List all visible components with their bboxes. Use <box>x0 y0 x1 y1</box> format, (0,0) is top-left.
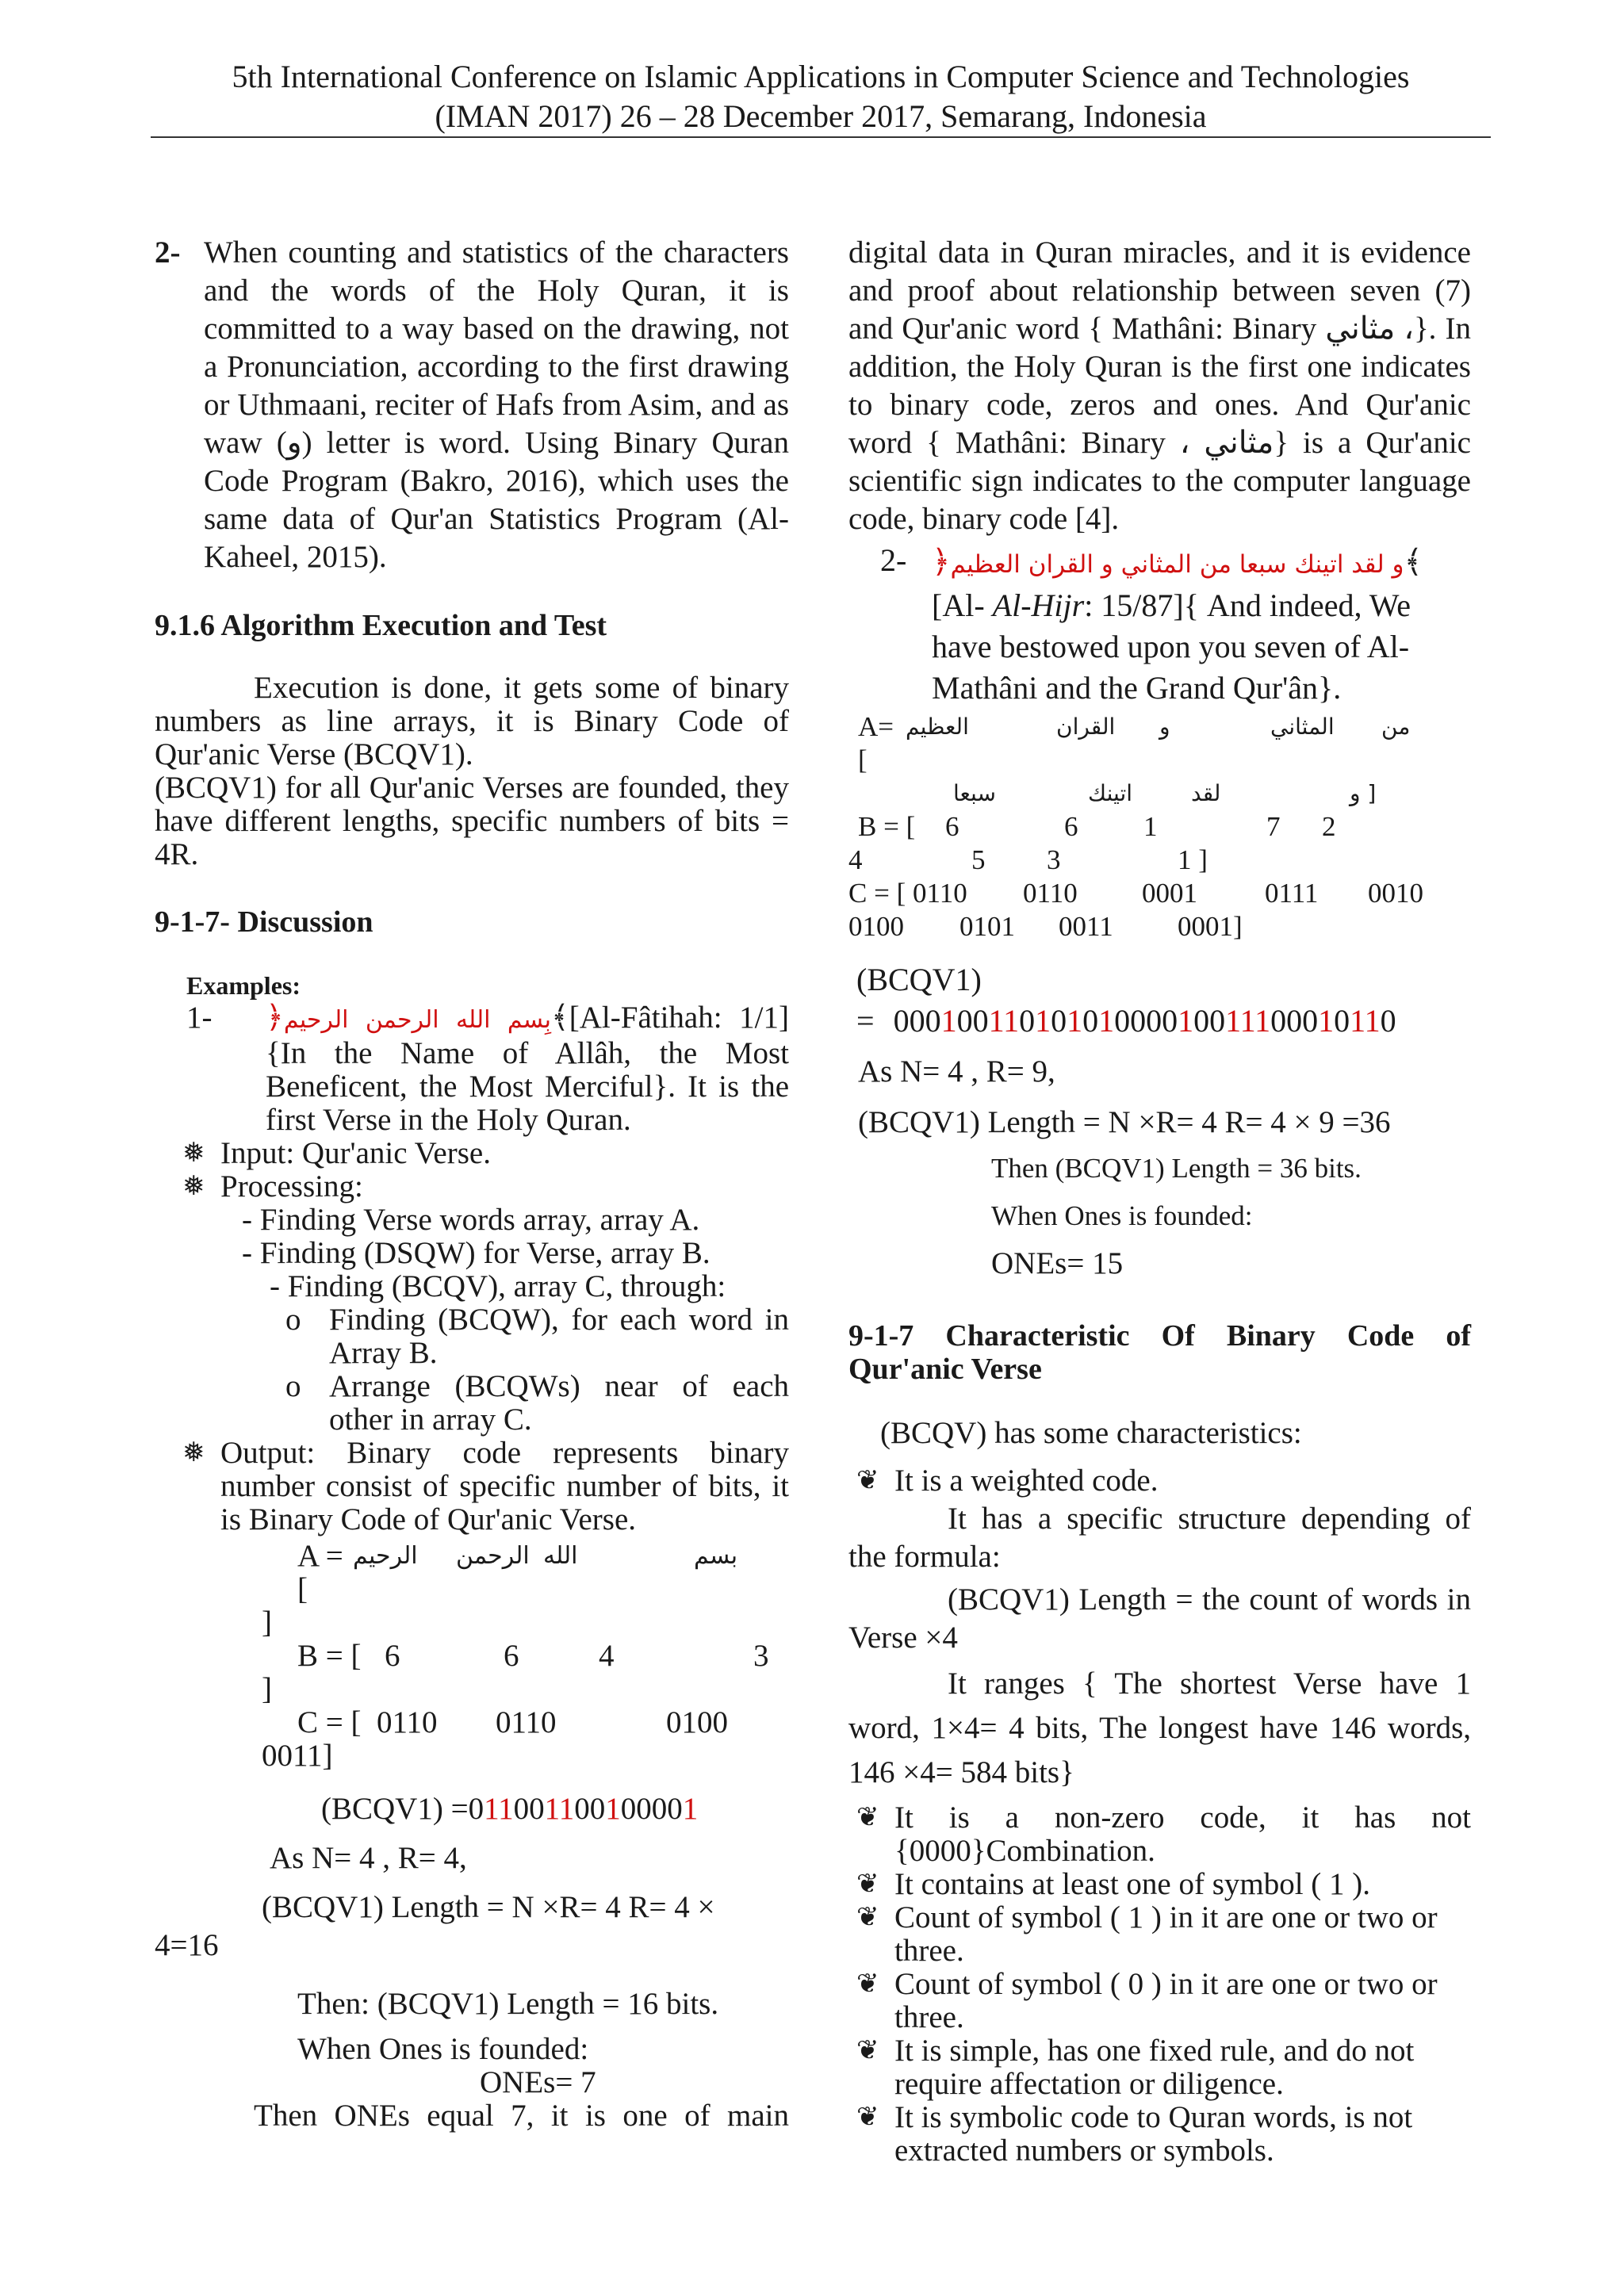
bcqv1-prefix: (BCQV1) = <box>321 1792 469 1826</box>
bullet-processing-text: Processing: <box>220 1169 363 1203</box>
bit-group-one: 1 <box>605 1792 621 1826</box>
circle-bullet-icon: o <box>285 1369 301 1403</box>
array-a-label: A = [ <box>297 1539 343 1606</box>
array-c2-cell: 0001] <box>1178 911 1243 942</box>
ex2-close-bracket: ﴾ <box>1404 544 1423 580</box>
ex1-arabic-verse: بِسم الله الرحمن الرحيم <box>283 1006 551 1034</box>
bit-group-zero: 000 <box>1270 1003 1319 1039</box>
bit-group-zero: 00 <box>1193 1003 1226 1039</box>
array-c-value: 0100 <box>666 1705 728 1739</box>
leaf-bullet-icon: ❦ <box>856 1903 879 1932</box>
bit-group-zero: 0 <box>1051 1003 1067 1039</box>
then-ones-line: Then ONEs equal 7, it is one of main <box>254 2099 789 2133</box>
bcqv2-result <box>856 1001 1471 1042</box>
bit-group-zero: 0000 <box>620 1792 683 1826</box>
array-c2-cell: 0101 <box>959 911 1015 942</box>
page-header <box>151 57 1491 136</box>
array-a2-word: سبعا <box>953 780 996 806</box>
example-2-body <box>932 541 1471 709</box>
array-a-word: بسم <box>694 1542 738 1570</box>
circle-bullet-icon: o <box>285 1303 301 1337</box>
item-2 <box>155 234 789 576</box>
characteristic-1-formula: (BCQV1) Length = the count of words in Verse ×4 <box>848 1582 1471 1655</box>
characteristic-2 <box>856 1801 1471 1868</box>
leaf-bullet-icon: ❦ <box>856 1969 879 1999</box>
array-b2 <box>848 810 1471 877</box>
array-b2-cell: 6 <box>1064 811 1078 842</box>
array-a2-word: لقد <box>1191 780 1221 806</box>
then-length-2: Then (BCQV1) Length = 36 bits. <box>991 1153 1362 1184</box>
bit-group-one: 11 <box>544 1792 575 1826</box>
bullet-input <box>182 1137 789 1170</box>
bit-group-zero: 0 <box>1019 1003 1036 1039</box>
header-line-2: (IMAN 2017) 26 – 28 December 2017, Semarang, Indonesia <box>435 98 1207 134</box>
array-a2-word: من <box>1381 714 1411 740</box>
exec-paragraph-2: (BCQV1) for all Qur'anic Verses are founded, they have different lengths, specific numbers of bits = 4R. <box>155 771 789 871</box>
ex1-close-bracket: ﴾ <box>550 1001 569 1035</box>
array-c2-row-1 <box>848 877 1471 910</box>
bcqv1-bits <box>469 1792 699 1826</box>
bit-group-zero: 0 <box>1082 1003 1099 1039</box>
bit-group-one: 11 <box>484 1792 514 1826</box>
array-b2-row-2 <box>848 844 1471 877</box>
array-a2-label: A= [ <box>858 711 894 775</box>
bullet-processing <box>182 1170 789 1203</box>
array-b-row <box>297 1640 789 1673</box>
characteristic-1-text: It is a weighted code. <box>894 1464 1159 1498</box>
ones-count: ONEs= 7 <box>480 2065 596 2099</box>
array-c-row <box>297 1706 789 1739</box>
characteristic-6 <box>856 2034 1471 2101</box>
examples-label: Examples: <box>186 971 301 1000</box>
n-r-values: As N= 4 , R= 4, <box>270 1841 467 1875</box>
array-a2-word: القران <box>1056 714 1116 740</box>
array-a2-word: و <box>1159 714 1170 740</box>
characteristic-1 <box>856 1462 1471 1500</box>
characteristic-6-text: It is simple, has one fixed rule, and do not require affectation or diligence. <box>894 2034 1415 2101</box>
ex2-arabic-verse: و لقد اتينك سبعا من المثاني و القران العظيم <box>950 550 1404 579</box>
array-b2-cell: 5 <box>971 844 986 875</box>
bcqv2-label: (BCQV1) <box>856 962 982 997</box>
section-heading-916: 9.1.6 Algorithm Execution and Test <box>155 609 607 642</box>
characteristic-4 <box>856 1901 1471 1968</box>
sub-step-1-text: Finding (BCQW), for each word in Array B. <box>329 1303 789 1370</box>
characteristic-1-structure: It has a specific structure depending of the formula: <box>848 1502 1471 1574</box>
header-line-1: 5th International Conference on Islamic Applications in Computer Science and Technologies <box>232 59 1410 94</box>
characteristic-3 <box>856 1868 1471 1901</box>
bit-group-zero: 00 <box>513 1792 545 1826</box>
bit-group-one: 1 <box>1178 1003 1194 1039</box>
array-b-value: 6 <box>385 1639 400 1673</box>
array-b2-cell: 1 ] <box>1178 844 1208 875</box>
sub-step-2-text: Arrange (BCQWs) near of each other in array C. <box>329 1369 789 1437</box>
bit-group-zero: 000 <box>893 1003 941 1039</box>
then-length: Then: (BCQV1) Length = 16 bits. <box>297 1987 719 2021</box>
proc-step-3: - Finding (BCQV), array C, through: <box>270 1269 726 1303</box>
ones-count-2: ONEs= 15 <box>991 1246 1124 1280</box>
bit-group-zero: 0000 <box>1114 1003 1178 1039</box>
right-column <box>848 234 1471 2168</box>
bit-group-one: 1 <box>1318 1003 1335 1039</box>
leaf-bullet-icon: ❦ <box>856 1803 879 1832</box>
bit-group-one: 1 <box>1098 1003 1115 1039</box>
array-b-value: 4 <box>599 1639 615 1673</box>
leaf-bullet-icon: ❦ <box>856 1869 879 1899</box>
array-b2-cell: B = [ <box>858 811 916 842</box>
bit-group-zero: 0 <box>1380 1003 1396 1039</box>
array-c2-cell: C = [ 0110 <box>848 878 967 909</box>
leaf-bullet-icon: ❦ <box>856 1466 879 1495</box>
characteristic-4-text: Count of symbol ( 1 ) in it are one or two or three. <box>894 1900 1438 1968</box>
bcqv2-equals: = <box>856 1003 883 1039</box>
array-a-row <box>297 1540 789 1606</box>
ex2-ref-a: [Al- <box>932 587 985 623</box>
bullet-output <box>182 1437 789 1536</box>
array-a2-word: المثاني <box>1270 714 1335 740</box>
array-b2-cell: 7 <box>1266 811 1281 842</box>
array-c2-cell: 0001 <box>1142 878 1197 909</box>
bcqv2-bits <box>894 1003 1396 1039</box>
example-1-number: 1- <box>186 1001 213 1035</box>
array-b2-cell: 3 <box>1047 844 1061 875</box>
ones-founded-label-2: When Ones is founded: <box>991 1200 1253 1231</box>
array-b-close: ] <box>262 1672 272 1706</box>
bit-group-zero: 0 <box>468 1792 485 1826</box>
bit-group-zero: 00 <box>574 1792 606 1826</box>
bit-group-one: 1 <box>682 1792 699 1826</box>
snowflake-bullet-icon: ❅ <box>182 1138 205 1168</box>
section-heading-917: 9-1-7- Discussion <box>155 905 373 939</box>
array-c2-cell: 0111 <box>1265 878 1319 909</box>
ex2-ref-surah: Al-Hijr <box>992 587 1085 623</box>
section-heading-characteristic: 9-1-7 Characteristic Of Binary Code of Qur'anic Verse <box>848 1319 1471 1386</box>
continuation-paragraph: digital data in Quran miracles, and it is evidence and proof about relationship between seven (7) and Qur'anic word { Mathâni: Binary مثاني ،}. In addition, the Holy Quran is the first one indicates to binary code, zeros and ones. And Qur'anic word { Mathâni: Binary ، مثاني} is a Qur'anic scientific sign indicates to the computer language code, binary code [4]. <box>848 235 1472 536</box>
array-c-tail: 0011] <box>262 1739 333 1773</box>
bit-group-one: 1 <box>1067 1003 1083 1039</box>
array-a-word: الرحمن <box>456 1542 530 1570</box>
bit-group-one: 1 <box>1035 1003 1051 1039</box>
leaf-bullet-icon: ❦ <box>856 2036 879 2065</box>
array-a-close: ] <box>262 1605 272 1640</box>
array-c-value: 0110 <box>496 1705 557 1739</box>
ex1-translation: [Al-Fâtihah: 1/1]{In the Name of Allâh, the Most Beneficent, the Most Merciful}. It is the first Verse in the Holy Quran. <box>266 1001 789 1137</box>
ex2-ref-b: : 15/87]{ And indeed, We have bestowed upon you seven of Al-Mathâni and the Grand Qur'ân}. <box>932 587 1411 706</box>
item-2-number: 2- <box>155 235 181 270</box>
bit-group-zero: 0 <box>1334 1003 1350 1039</box>
characteristic-7 <box>856 2101 1471 2168</box>
array-a2-row-1 <box>858 710 1471 777</box>
bullet-input-text: Input: Qur'anic Verse. <box>220 1136 491 1170</box>
array-c-value: 0110 <box>377 1705 438 1739</box>
snowflake-bullet-icon: ❅ <box>182 1438 205 1468</box>
characteristics-intro: (BCQV) has some characteristics: <box>880 1416 1302 1450</box>
n-r-values-2: As N= 4 , R= 9, <box>858 1054 1055 1089</box>
array-a-word: الله <box>543 1542 578 1570</box>
example-2-number: 2- <box>880 542 907 578</box>
characteristic-7-text: It is symbolic code to Quran words, is not extracted numbers or symbols. <box>894 2100 1413 2168</box>
array-c-label: C = [ <box>297 1705 362 1739</box>
characteristic-2-text: It is a non-zero code, it has not {0000}Combination. <box>894 1800 1471 1868</box>
array-a2-word: و ] <box>1350 780 1377 806</box>
array-c2-cell: 0011 <box>1059 911 1113 942</box>
array-b2-cell: 1 <box>1143 811 1158 842</box>
array-b2-cell: 6 <box>945 811 959 842</box>
example-2 <box>880 541 1471 709</box>
example-1 <box>155 1001 789 1137</box>
array-b2-row-1 <box>858 810 1471 844</box>
header-rule <box>151 136 1491 138</box>
array-c2 <box>848 877 1471 943</box>
characteristic-5-text: Count of symbol ( 0 ) in it are one or two or three. <box>894 1967 1438 2034</box>
length-formula: (BCQV1) Length = N ×R= 4 R= 4 × <box>262 1890 715 1924</box>
array-b-value: 3 <box>753 1639 769 1673</box>
length-formula-tail: 4=16 <box>155 1928 219 1962</box>
array-c2-cell: 0100 <box>848 911 904 942</box>
array-a2-row-2 <box>953 777 1471 810</box>
length-formula-2: (BCQV1) Length = N ×R= 4 R= 4 × 9 =36 <box>858 1105 1391 1139</box>
example-1-body <box>266 1001 789 1137</box>
proc-step-1: - Finding Verse words array, array A. <box>242 1203 700 1237</box>
ones-founded-label: When Ones is founded: <box>297 2032 589 2066</box>
array-b2-cell: 4 <box>848 844 863 875</box>
bullet-output-text: Output: Binary code represents binary number consist of specific number of bits, it is Binary Code of Qur'anic Verse. <box>220 1436 789 1536</box>
bit-group-one: 11 <box>988 1003 1020 1039</box>
array-a2 <box>858 710 1471 810</box>
ex1-open-bracket: ﴿ <box>266 1001 284 1035</box>
left-column <box>155 234 789 2133</box>
array-a2-word: العظيم <box>906 714 969 740</box>
array-b2-cell: 2 <box>1322 811 1336 842</box>
characteristic-1-range: It ranges { The shortest Verse have 1 word, 1×4= 4 bits, The longest have 146 words, 146 ×4= 584 bits} <box>848 1667 1471 1789</box>
bit-group-one: 1 <box>940 1003 957 1039</box>
bit-group-zero: 00 <box>956 1003 989 1039</box>
sub-step-2 <box>285 1370 789 1437</box>
array-c2-cell: 0110 <box>1023 878 1078 909</box>
characteristic-5 <box>856 1968 1471 2034</box>
array-b-label: B = [ <box>297 1639 362 1673</box>
array-a2-word: اتينك <box>1088 780 1133 806</box>
bit-group-one: 111 <box>1225 1003 1271 1039</box>
array-c2-row-2 <box>848 910 1471 943</box>
bit-group-one: 11 <box>1350 1003 1381 1039</box>
snowflake-bullet-icon: ❅ <box>182 1172 205 1201</box>
item-2-text: When counting and statistics of the characters and the words of the Holy Quran, it is committed to a way based on the drawing, not a Pronunciation, according to the first drawing or Uthmaani, reciter of Hafs from Asim, and as waw (و) letter is word. Using Binary Quran Code Program (Bakro, 2016), which uses the same data of Qur'an Statistics Program (Al-Kaheel, 2015). <box>204 235 789 574</box>
array-c2-cell: 0010 <box>1368 878 1423 909</box>
array-a-word: الرحيم <box>353 1542 418 1570</box>
ex2-open-bracket: ﴿ <box>932 544 951 580</box>
proc-step-2: - Finding (DSQW) for Verse, array B. <box>242 1236 710 1270</box>
exec-paragraph-1: Execution is done, it gets some of binary numbers as line arrays, it is Binary Code of Qur'anic Verse (BCQV1). <box>155 671 789 771</box>
array-b-value: 6 <box>504 1639 519 1673</box>
bcqv1-result <box>321 1790 789 1828</box>
leaf-bullet-icon: ❦ <box>856 2103 879 2132</box>
characteristic-3-text: It contains at least one of symbol ( 1 ). <box>894 1867 1371 1901</box>
sub-step-1 <box>285 1303 789 1370</box>
